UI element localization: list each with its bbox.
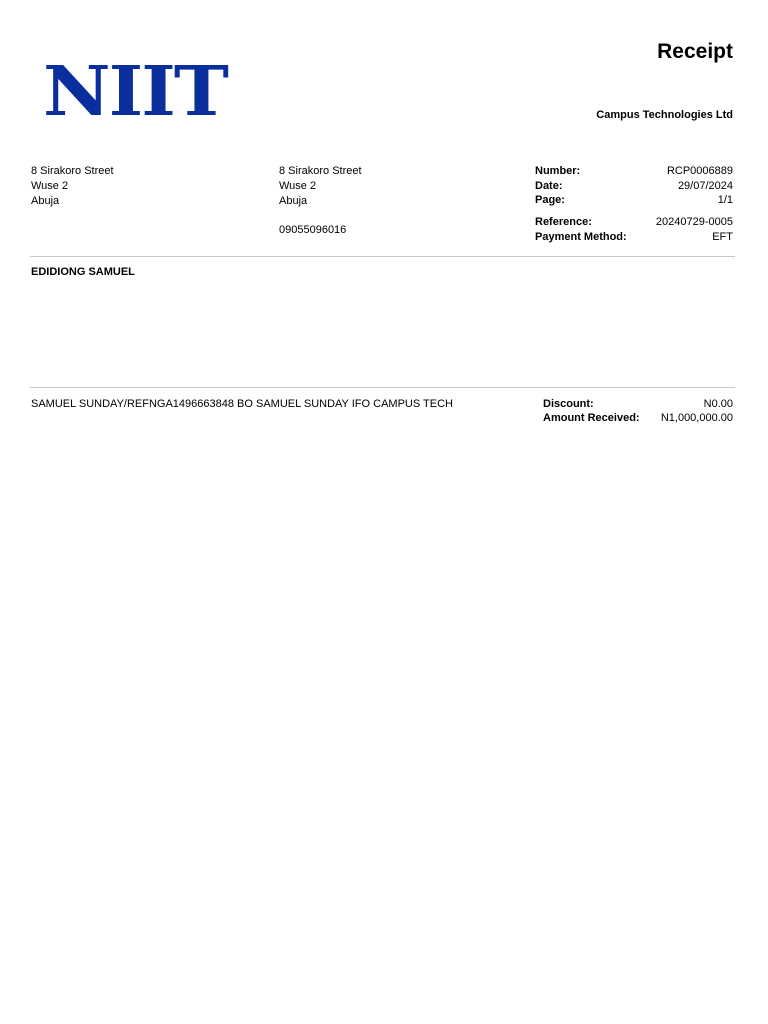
- number-value: RCP0006889: [666, 165, 733, 177]
- receipt-title: Receipt: [657, 40, 733, 63]
- page-value: 1/1: [717, 194, 733, 206]
- discount-label: Discount:: [543, 398, 594, 410]
- phone-number: 09055096016: [279, 224, 347, 236]
- discount-value: N0.00: [703, 398, 733, 410]
- billing-address: [31, 164, 114, 209]
- logo-text: NIIT: [43, 52, 227, 132]
- address-line: 8 Sirakoro Street: [279, 165, 362, 177]
- date-value: 29/07/2024: [677, 180, 733, 192]
- divider: [30, 256, 735, 257]
- amount-received-label: Amount Received:: [543, 412, 640, 424]
- reference-value: 20240729-0005: [655, 216, 733, 228]
- reference-label: Reference:: [535, 216, 592, 228]
- address-line: Wuse 2: [279, 180, 317, 192]
- address-line: Abuja: [31, 195, 60, 207]
- divider: [30, 387, 735, 388]
- customer-name: EDIDIONG SAMUEL: [31, 266, 135, 278]
- address-line: Wuse 2: [31, 180, 69, 192]
- payment-method-label: Payment Method:: [535, 231, 627, 243]
- number-label: Number:: [535, 165, 581, 177]
- address-line: Abuja: [279, 195, 308, 207]
- address-line: 8 Sirakoro Street: [31, 165, 114, 177]
- amount-received-value: N1,000,000.00: [660, 412, 733, 424]
- payment-method-value: EFT: [712, 231, 733, 243]
- niit-logo: [33, 52, 237, 132]
- date-label: Date:: [535, 180, 563, 192]
- payment-description: SAMUEL SUNDAY/REFNGA1496663848 BO SAMUEL SUNDAY IFO CAMPUS TECH: [31, 398, 454, 410]
- company-name: Campus Technologies Ltd: [596, 109, 733, 121]
- page-label: Page:: [535, 194, 565, 206]
- delivery-address: [279, 164, 362, 209]
